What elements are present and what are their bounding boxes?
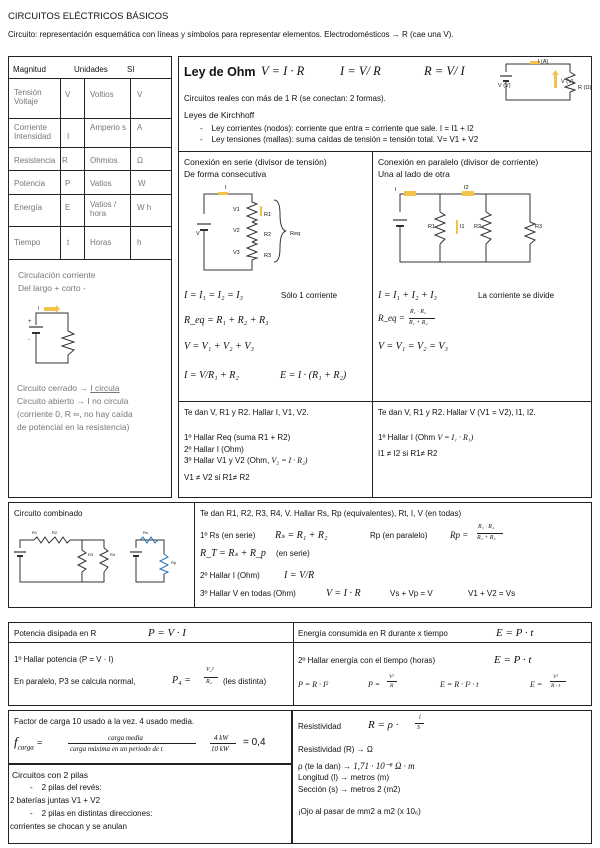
paralelo-formula: I = I₁ + I₂ + I₃ (378, 290, 437, 301)
energia-fraction-den: R · t (551, 683, 561, 689)
diagram-label: R2 (52, 530, 58, 535)
combinado-title: Circuito combinado (14, 509, 83, 518)
serie-subtitle: De forma consecutiva (184, 169, 267, 179)
table-cell: t (67, 238, 70, 247)
combinado-step: 1º Rs (en serie) (200, 531, 256, 540)
serie-circuit-diagram (188, 184, 308, 276)
pilas-title: Circuitos con 2 pilas (12, 770, 89, 780)
table-header-magnitud: Magnitud (13, 65, 46, 74)
energia-title-formula: E = P · t (496, 627, 534, 639)
paralelo-subtitle: Una al lado de otra (378, 169, 450, 179)
combinado-circuit-diagram (14, 528, 190, 588)
paralelo-exercise-title: Te dan V, R1 y R2. Hallar V (V1 = V2), I1, I2. (378, 408, 536, 417)
circuito-cerrado (17, 384, 120, 394)
diagram-label: V3 (233, 250, 240, 256)
paralelo-exercise-step (378, 433, 473, 442)
svg-text:I: I (38, 306, 40, 312)
combinado-formula: Rp = (450, 530, 469, 540)
carga-formula-sub: carga (17, 743, 34, 752)
diagram-label: R2 (264, 232, 272, 238)
resistividad-fraction-den: S (417, 725, 420, 731)
carga-result: = 0,4 (243, 737, 266, 748)
serie-formula: E = I · (R₁ + R₂) (280, 370, 347, 381)
pilas-item-text: 2 pilas del revés: (41, 783, 102, 792)
serie-exercise-step: 2º Hallar I (Ohm) (184, 445, 244, 454)
ohm-formula: V = I · R (261, 64, 305, 78)
page-subtitle: Circuito: representación esquemática con líneas y símbolos para representar elementos. Electrodomésticos → R (cae una V). (8, 30, 454, 39)
table-cell: Vatios / hora (90, 200, 117, 219)
diagram-label: V (196, 231, 200, 237)
serie-formula: V = V₁ + V₂ + V₃ (184, 341, 254, 352)
energia-fraction-num: V² (389, 674, 395, 680)
circulacion-title: Circulación corriente (18, 270, 96, 280)
energia-title: Energía consumida en R durante x tiempo (298, 629, 448, 638)
serie-exercise-step: V1 ≠ V2 si R1≠ R2 (184, 473, 250, 482)
table-cell: E (65, 203, 71, 212)
kirchhoff-law: - Ley tensiones (mallas): suma caídas de tensión = tensión total. V= V1 + V2 (200, 135, 479, 144)
combinado-formula: V = I · R (326, 588, 361, 599)
resistividad-note: ¡Ojo al pasar de mm2 a m2 (x 10₆) (298, 807, 421, 816)
circulacion-subtitle: Del largo + corto - (18, 283, 86, 293)
circulacion-box (8, 260, 172, 498)
combinado-step: V1 + V2 = Vs (468, 589, 516, 598)
table-cell: W (138, 179, 146, 188)
serie-exercise-step: 1º Hallar Req (suma R1 + R2) (184, 433, 291, 442)
carga-fraction-num: 4 kW (214, 734, 229, 742)
serie-formula-note: Sólo 1 corriente (281, 291, 338, 300)
diagram-label: Req (290, 231, 301, 237)
potencia-step: 1º Hallar potencia (P = V · I) (14, 655, 114, 664)
kirchhoff-title: Leyes de Kirchhoff (184, 110, 255, 120)
table-cell: Tensión Voltaje (14, 88, 42, 107)
ohm-circuitos-reales: Circuitos reales con más de 1 R (se conectan: 2 formas). (184, 94, 386, 103)
svg-text:+: + (28, 319, 32, 325)
pilas-item: - 2 pilas del revés: (30, 783, 102, 792)
table-cell: Voltios (90, 90, 114, 99)
table-header-si: SI (127, 65, 135, 74)
table-cell: Amperio s (90, 123, 127, 132)
diagram-label: V (V) (498, 83, 511, 89)
table-cell: Corriente Intensidad (14, 123, 51, 142)
energia-formula: P = (368, 680, 381, 689)
resistividad-item (298, 761, 415, 771)
pilas-item: - 2 pilas en distintas direcciones: (30, 809, 153, 818)
potencia-note: (les distinta) (223, 677, 267, 686)
potencia-title-formula: P = V · I (148, 627, 186, 639)
circuito-abierto: Circuito abierto → I no circula (17, 396, 129, 406)
diagram-label: R1 (264, 212, 272, 218)
pilas-item: corrientes se chocan y se anulan (10, 822, 127, 831)
table-cell: Resistencia (14, 156, 56, 165)
diagram-label: V2 (233, 228, 240, 234)
table-cell: V (137, 90, 143, 99)
page-title: CIRCUITOS ELÉCTRICOS BÁSICOS (8, 11, 169, 22)
serie-formula: I = I₁ = I₂ = I₃ (184, 290, 243, 301)
pilas-item-text: 2 pilas en distintas direcciones: (41, 809, 153, 818)
table-cell: Energía (14, 203, 43, 212)
diagram-label: R3 (264, 253, 272, 259)
diagram-label: Rs (143, 530, 148, 535)
resistividad-formula: 1,71 · 10⁻⁸ Ω · m (353, 761, 415, 771)
ohm-title: Ley de Ohm (184, 65, 256, 79)
table-cell: I (67, 132, 70, 141)
table-cell: Horas (90, 238, 112, 247)
serie-exercise-step-text: 3º Hallar V1 y V2 (Ohm, (184, 456, 270, 465)
potencia-fraction-den: R₄ (206, 679, 212, 685)
paralelo-exercise-step: I1 ≠ I2 si R1≠ R2 (378, 449, 438, 458)
table-cell: Tiempo (14, 238, 41, 247)
serie-exercise-step (184, 456, 307, 465)
paralelo-exercise-formula: V = I₁ · R₁) (437, 433, 474, 442)
ohm-formula: R = V/ I (424, 64, 465, 78)
diagram-label: R (Ω) (578, 85, 592, 91)
combinado-formula: I = V/R (284, 570, 315, 581)
diagram-label: R4 (110, 552, 116, 557)
serie-formula: R_eq = R₁ + R₂ + R₃ (184, 315, 269, 326)
diagram-label: V (V) (561, 79, 574, 85)
paralelo-fraction-num: R₁ · R₂ (410, 309, 427, 315)
serie-exercise-formula: V₂ = I · R₂) (271, 456, 308, 465)
paralelo-title: Conexión en paralelo (divisor de corriente) (378, 157, 539, 167)
serie-exercise-title: Te dan V, R1 y R2. Hallar I, V1, V2. (184, 408, 309, 417)
combinado-formula: R_T = Rₛ + R_p (200, 548, 266, 559)
diagram-label: I (395, 187, 397, 193)
table-cell: R (62, 156, 68, 165)
circuito-abierto-detail: (corriente 0, R ∞, no hay caída (17, 409, 133, 419)
pilas-item: 2 baterías juntas V1 + V2 (10, 796, 101, 805)
table-cell: Vatios (90, 179, 112, 188)
table-header-unidades: Unidades (74, 65, 108, 74)
diagram-label: R3 (535, 224, 543, 230)
carga-formula-f: f (14, 734, 18, 749)
energia-formula: E = P · t (494, 654, 532, 666)
combinado-step: (en serie) (276, 549, 310, 558)
table-cell: Ohmios (90, 156, 118, 165)
energia-formula: P = R · I² (298, 680, 329, 689)
combinado-step: 2º Hallar I (Ohm) (200, 571, 260, 580)
diagram-label: V1 (233, 207, 240, 213)
combinado-step: 3º Hallar V en todas (Ohm) (200, 589, 296, 598)
combinado-step: Rp (en paralelo) (370, 531, 428, 540)
potencia-formula: P₄ = (172, 675, 191, 686)
carga-fraction-den: 10 kW (211, 745, 229, 753)
paralelo-fraction-den: R₁ + R₂ (409, 320, 428, 326)
table-cell: h (137, 238, 142, 247)
table-cell: W h (137, 203, 152, 212)
potencia-fraction-num: V₄² (206, 667, 214, 673)
kirchhoff-law-text: Ley corrientes (nodos): corriente que entra = corriente que sale. I = I1 + I2 (211, 124, 474, 133)
table-cell: A (137, 123, 143, 132)
energia-formula: E = R · I² · t (440, 680, 479, 689)
resistividad-item: Sección (s) → metros 2 (m2) (298, 785, 401, 794)
carga-formula-lhs: $f_{carga}$ = (14, 734, 43, 752)
paralelo-formula: V = V₁ = V₂ = V₃ (378, 341, 448, 352)
potencia-step: En paralelo, P3 se calcula normal, (14, 677, 136, 686)
serie-title: Conexión en serie (divisor de tensión) (184, 157, 327, 167)
paralelo-formula-note: La corriente se divide (478, 291, 555, 300)
combinado-step: Vs + Vp = V (390, 589, 433, 598)
paralelo-circuit-diagram (390, 186, 550, 268)
kirchhoff-law: - Ley corrientes (nodos): corriente que entra = corriente que sale. I = I1 + I2 (200, 124, 474, 133)
combinado-task: Te dan R1, R2, R3, R4, V. Hallar Rs, Rp (equivalentes), Rt, I, V (en todas) (200, 509, 462, 518)
carga-fraction-num: carga media (108, 734, 143, 742)
table-cell: P (65, 179, 71, 188)
diagram-label: R1 (428, 224, 436, 230)
diagram-label: R3 (88, 552, 94, 557)
circuito-abierto-detail: de potencial en la resistencia) (17, 422, 130, 432)
simple-circuit-diagram (28, 305, 88, 367)
energia-formula: E = (530, 680, 543, 689)
table-cell: Ω (137, 156, 143, 165)
carga-fraction-den: carga máxima en un periodo de t (70, 745, 163, 753)
diagram-label: I2 (464, 185, 469, 191)
combinado-fraction-den: R₃ + R₄ (477, 535, 496, 541)
resistividad-formula: R = ρ · (368, 719, 399, 731)
resistividad-title: Resistividad (298, 722, 342, 731)
diagram-label: R1 (32, 530, 38, 535)
resistividad-fraction-num: l (419, 715, 421, 721)
circuito-cerrado-label: Circuito cerrado → (17, 383, 88, 393)
table-cell: Potencia (14, 179, 46, 188)
table-cell: V (65, 90, 71, 99)
diagram-label: R2 (474, 224, 482, 230)
serie-formula: I = V/R₁ + R₂ (184, 370, 239, 381)
kirchhoff-law-text: Ley tensiones (mallas): suma caídas de tensión = tensión total. V= V1 + V2 (211, 135, 479, 144)
combinado-formula: Rₛ = R₁ + R₂ (275, 530, 328, 541)
energia-step: 2º Hallar energía con el tiempo (horas) (298, 656, 436, 665)
circuito-cerrado-value: I circula (90, 383, 120, 393)
combinado-fraction-num: R₃ · R₄ (478, 524, 495, 530)
ohm-formula: I = V/ R (340, 64, 381, 78)
diagram-label: I (225, 185, 227, 191)
paralelo-formula: R_eq = (378, 313, 405, 323)
carga-title: Factor de carga 10 usado a la vez. 4 usado media. (14, 717, 195, 726)
energia-fraction-den: R (390, 683, 394, 689)
resistividad-item-text: ρ (te la dan) → (298, 762, 352, 771)
svg-text:-: - (28, 337, 30, 343)
diagram-label: I1 (460, 224, 465, 230)
energia-fraction-num: V² (553, 674, 559, 680)
diagram-label: I (A) (538, 59, 549, 65)
potencia-title: Potencia disipada en R (14, 629, 97, 638)
paralelo-exercise-step-text: 1º Hallar I (Ohm (378, 433, 436, 442)
diagram-label: Rp (171, 560, 177, 565)
resistividad-item: Resistividad (R) → Ω (298, 745, 373, 754)
resistividad-item: Longitud (l) → metros (m) (298, 773, 390, 782)
